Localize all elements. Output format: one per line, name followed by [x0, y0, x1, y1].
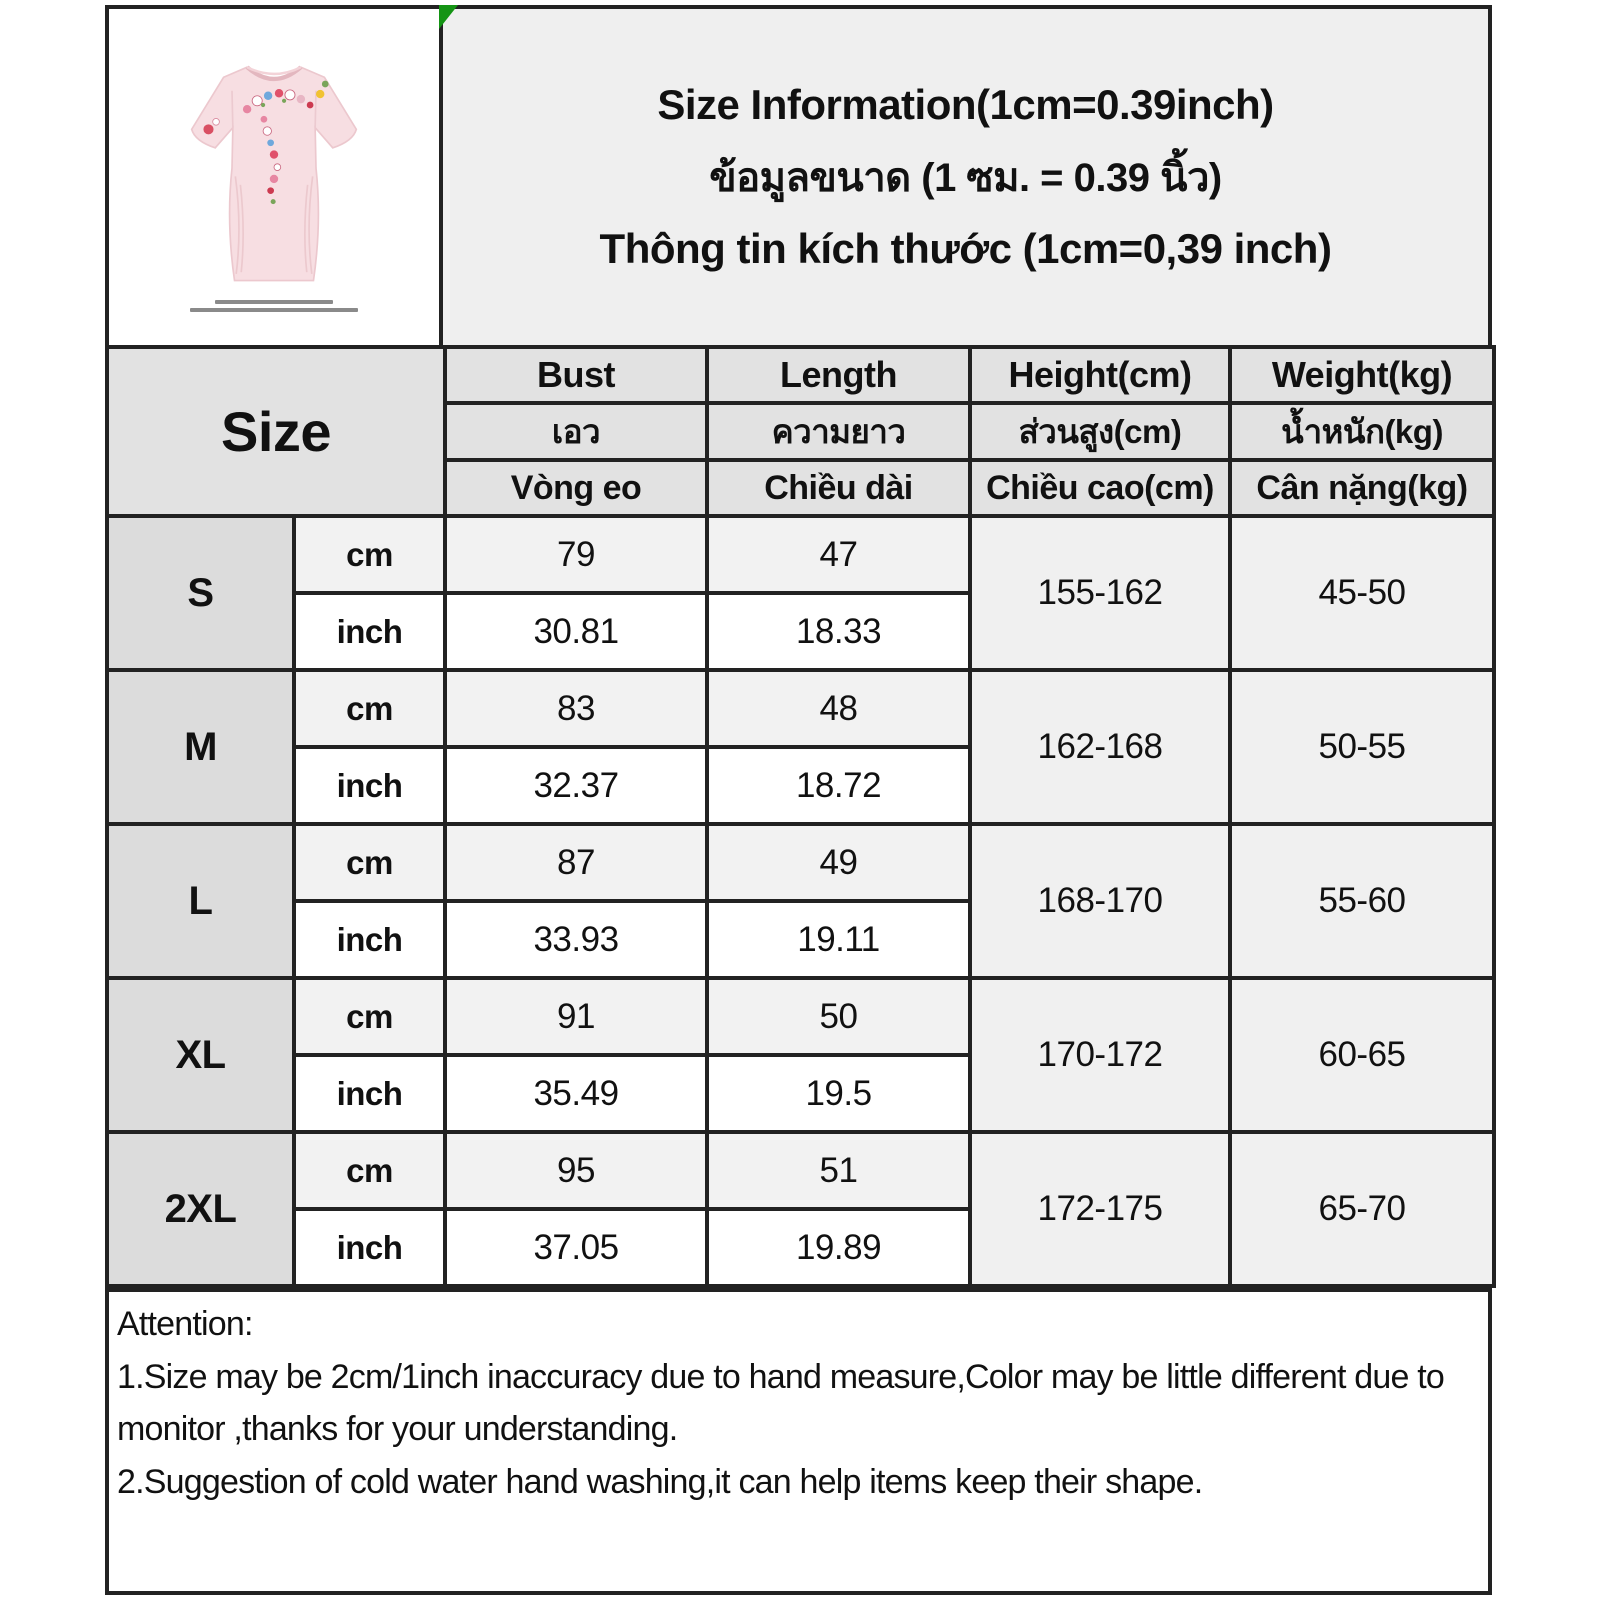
page-title-english: Size Information(1cm=0.39inch)	[657, 81, 1274, 128]
bust-inch-value: 33.93	[445, 901, 707, 978]
size-chart-sheet	[105, 5, 1492, 1595]
unit-inch-cell: inch	[294, 901, 445, 978]
weight-range-value: 65-70	[1230, 1132, 1494, 1286]
unit-cm-cell: cm	[294, 978, 445, 1055]
length-inch-value: 19.5	[707, 1055, 970, 1132]
product-caption-line	[190, 308, 358, 312]
weight-header-vi: Cân nặng(kg)	[1230, 460, 1494, 516]
attention-note-2: 2.Suggestion of cold water hand washing,it can help items keep their shape.	[117, 1463, 1203, 1502]
unit-inch-cell: inch	[294, 1055, 445, 1132]
attention-heading: Attention:	[117, 1305, 253, 1343]
weight-range-value: 55-60	[1230, 824, 1494, 978]
length-cm-value: 50	[707, 978, 970, 1055]
attention-note-1: 1.Size may be 2cm/1inch inaccuracy due to hand measure,Color may be little different due to monitor ,thanks for your understanding.	[117, 1357, 1444, 1449]
attention-section	[105, 1288, 1492, 1595]
size-column-header: Size	[107, 347, 445, 516]
height-header-en: Height(cm)	[970, 347, 1230, 403]
length-cm-value: 49	[707, 824, 970, 901]
height-range-value: 172-175	[970, 1132, 1230, 1286]
green-corner-marker	[439, 5, 458, 29]
top-section	[105, 5, 1492, 345]
tshirt-illustration	[124, 42, 424, 294]
bust-header-en: Bust	[445, 347, 707, 403]
product-tshirt-image	[124, 42, 424, 294]
weight-range-value: 60-65	[1230, 978, 1494, 1132]
product-caption-line	[215, 300, 333, 304]
height-header-vi: Chiều cao(cm)	[970, 460, 1230, 516]
bust-header-vi: Vòng eo	[445, 460, 707, 516]
product-image-cell	[109, 9, 443, 345]
unit-cm-cell: cm	[294, 824, 445, 901]
height-range-value: 168-170	[970, 824, 1230, 978]
bust-inch-value: 32.37	[445, 747, 707, 824]
height-header-th: ส่วนสูง(cm)	[970, 403, 1230, 460]
height-range-value: 170-172	[970, 978, 1230, 1132]
unit-inch-cell: inch	[294, 1209, 445, 1286]
weight-range-value: 50-55	[1230, 670, 1494, 824]
length-inch-value: 18.33	[707, 593, 970, 670]
length-header-vi: Chiều dài	[707, 460, 970, 516]
bust-cm-value: 79	[445, 516, 707, 593]
bust-inch-value: 30.81	[445, 593, 707, 670]
weight-header-th: น้ำหนัก(kg)	[1230, 403, 1494, 460]
page-title-vietnamese: Thông tin kích thước (1cm=0,39 inch)	[599, 225, 1332, 272]
length-inch-value: 19.11	[707, 901, 970, 978]
size-label-l: L	[107, 824, 294, 978]
unit-cm-cell: cm	[294, 670, 445, 747]
page-title-thai: ข้อมูลขนาด (1 ซม. = 0.39 นิ้ว)	[709, 156, 1222, 200]
bust-header-th: เอว	[445, 403, 707, 460]
unit-cm-cell: cm	[294, 516, 445, 593]
length-inch-value: 19.89	[707, 1209, 970, 1286]
bust-cm-value: 91	[445, 978, 707, 1055]
bust-cm-value: 87	[445, 824, 707, 901]
height-range-value: 162-168	[970, 670, 1230, 824]
length-cm-value: 47	[707, 516, 970, 593]
size-label-m: M	[107, 670, 294, 824]
bust-cm-value: 95	[445, 1132, 707, 1209]
length-inch-value: 18.72	[707, 747, 970, 824]
unit-cm-cell: cm	[294, 1132, 445, 1209]
bust-inch-value: 37.05	[445, 1209, 707, 1286]
bust-inch-value: 35.49	[445, 1055, 707, 1132]
weight-header-en: Weight(kg)	[1230, 347, 1494, 403]
size-label-xl: XL	[107, 978, 294, 1132]
unit-inch-cell: inch	[294, 593, 445, 670]
weight-range-value: 45-50	[1230, 516, 1494, 670]
size-label-2xl: 2XL	[107, 1132, 294, 1286]
size-label-s: S	[107, 516, 294, 670]
unit-inch-cell: inch	[294, 747, 445, 824]
length-header-th: ความยาว	[707, 403, 970, 460]
height-range-value: 155-162	[970, 516, 1230, 670]
size-table	[105, 345, 1496, 1288]
length-header-en: Length	[707, 347, 970, 403]
length-cm-value: 51	[707, 1132, 970, 1209]
title-cell	[443, 9, 1488, 345]
length-cm-value: 48	[707, 670, 970, 747]
bust-cm-value: 83	[445, 670, 707, 747]
